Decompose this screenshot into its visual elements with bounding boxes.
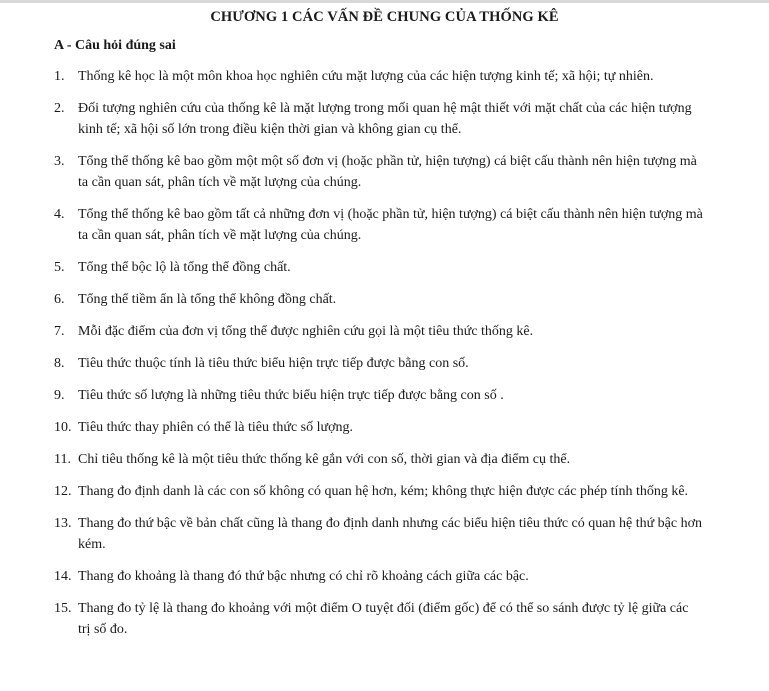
item-text: Tổng thể thống kê bao gồm tất cả những đơn vị (hoặc phần tử, hiện tượng) cá biệt cấu thành nên hiện tượng mà ta cần quan sát, phân tích về mặt lượng của chúng. bbox=[78, 207, 703, 243]
item-text: Tiêu thức thay phiên có thể là tiêu thức số lượng. bbox=[78, 420, 353, 435]
item-number: 5. bbox=[54, 260, 65, 275]
item-number: 14. bbox=[54, 569, 72, 584]
item-text: Thang đo thứ bậc về bản chất cũng là thang đo định danh nhưng các biểu hiện tiêu thức có quan hệ thứ bậc hơn kém. bbox=[78, 516, 703, 552]
item-number: 13. bbox=[54, 516, 72, 531]
section-heading: A - Câu hỏi đúng sai bbox=[54, 38, 176, 53]
item-number: 2. bbox=[54, 101, 65, 116]
item-number: 10. bbox=[54, 420, 72, 435]
item-text: Tổng thể bộc lộ là tổng thể đồng chất. bbox=[78, 260, 291, 275]
item-number: 1. bbox=[54, 69, 65, 84]
item-number: 15. bbox=[54, 601, 72, 616]
list-item bbox=[54, 321, 704, 342]
item-text: Thang đo định danh là các con số không có quan hệ hơn, kém; không thực hiện được các phép tính thống kê. bbox=[78, 484, 689, 499]
chapter-title: CHƯƠNG 1 CÁC VẤN ĐỀ CHUNG CỦA THỐNG KÊ bbox=[210, 9, 559, 25]
list-item bbox=[54, 385, 704, 406]
list-item bbox=[54, 98, 704, 140]
list-item bbox=[54, 449, 704, 470]
list-item bbox=[54, 513, 704, 555]
item-number: 9. bbox=[54, 388, 65, 403]
list-item bbox=[54, 204, 704, 246]
item-number: 6. bbox=[54, 292, 65, 307]
list-item bbox=[54, 598, 704, 640]
item-number: 11. bbox=[54, 452, 71, 467]
item-text: Tổng thể tiềm ẩn là tổng thể không đồng chất. bbox=[78, 292, 337, 307]
list-item bbox=[54, 66, 704, 87]
item-number: 12. bbox=[54, 484, 72, 499]
item-text: Chỉ tiêu thống kê là một tiêu thức thống kê gắn với con số, thời gian và địa điểm cụ thể. bbox=[78, 452, 571, 467]
item-number: 7. bbox=[54, 324, 65, 339]
item-text: Thang đo khoảng là thang đó thứ bậc nhưng có chỉ rõ khoảng cách giữa các bậc. bbox=[78, 569, 529, 584]
list-item bbox=[54, 353, 704, 374]
item-number: 4. bbox=[54, 207, 65, 222]
item-text: Đối tượng nghiên cứu của thống kê là mặt lượng trong mối quan hệ mật thiết với mặt chất của các hiện tượng kinh tế; xã hội số lớn trong điều kiện thời gian và không gian cụ thể. bbox=[78, 101, 692, 137]
list-item bbox=[54, 151, 704, 193]
item-number: 3. bbox=[54, 154, 65, 169]
item-number: 8. bbox=[54, 356, 65, 371]
top-divider bbox=[0, 0, 769, 3]
question-list bbox=[54, 66, 704, 651]
item-text: Tiêu thức thuộc tính là tiêu thức biểu hiện trực tiếp được bằng con số. bbox=[78, 356, 469, 371]
item-text: Tiêu thức số lượng là những tiêu thức biểu hiện trực tiếp được bằng con số . bbox=[78, 388, 504, 403]
list-item bbox=[54, 289, 704, 310]
item-text: Mỗi đặc điểm của đơn vị tổng thể được nghiên cứu gọi là một tiêu thức thống kê. bbox=[78, 324, 534, 339]
list-item bbox=[54, 566, 704, 587]
list-item bbox=[54, 481, 704, 502]
list-item bbox=[54, 417, 704, 438]
list-item bbox=[54, 257, 704, 278]
item-text: Thống kê học là một môn khoa học nghiên cứu mặt lượng của các hiện tượng kinh tế; xã hội; tự nhiên. bbox=[78, 69, 654, 84]
item-text: Thang đo tỷ lệ là thang đo khoảng với một điểm O tuyệt đối (điểm gốc) để có thể so sánh được tỷ lệ giữa các trị số đo. bbox=[78, 601, 689, 637]
item-text: Tổng thể thống kê bao gồm một một số đơn vị (hoặc phần tử, hiện tượng) cá biệt cấu thành nên hiện tượng mà ta cần quan sát, phân tích về mặt lượng của chúng. bbox=[78, 154, 697, 190]
